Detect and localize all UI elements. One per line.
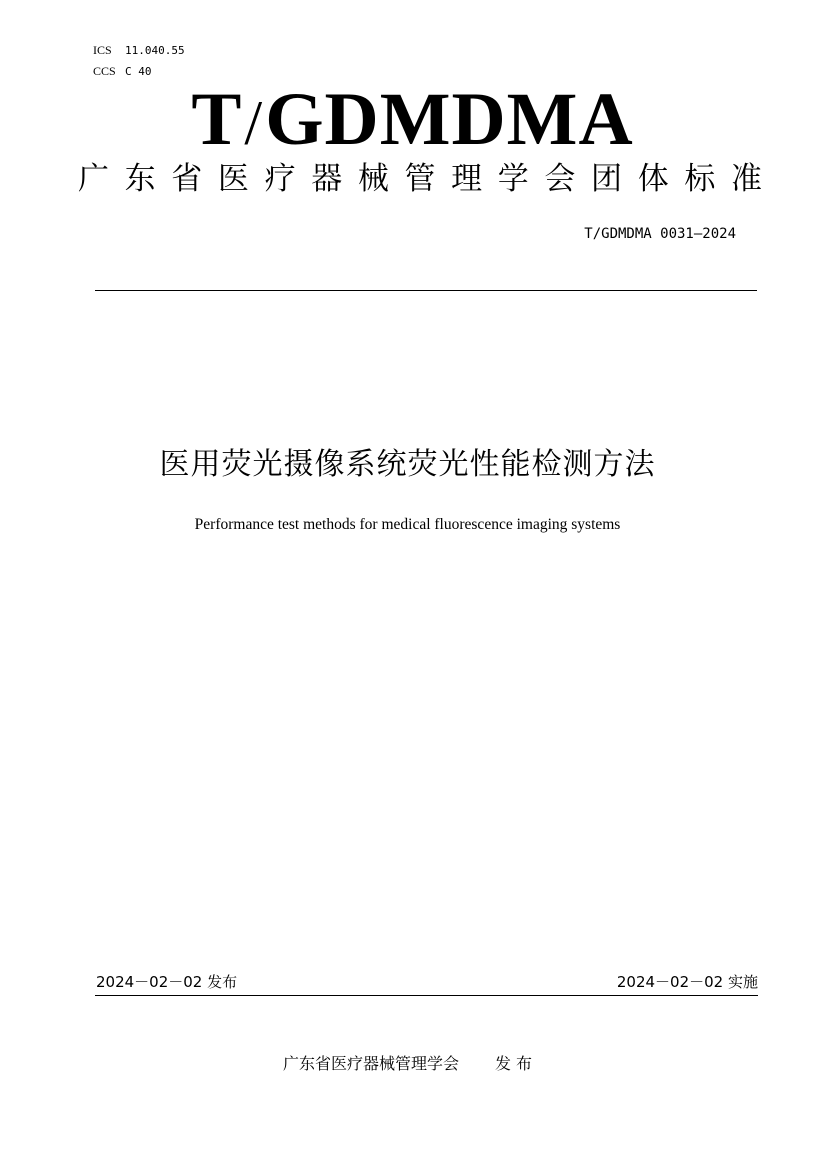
org-name-char: 学 — [497, 161, 529, 197]
org-name-char: 省 — [171, 161, 203, 197]
document-title-chinese: 医用荧光摄像系统荧光性能检测方法 — [159, 447, 656, 482]
org-name-char: 广 — [78, 161, 109, 197]
org-name-char: 管 — [404, 161, 436, 197]
footer-divider — [95, 995, 758, 996]
ics-value: 11.040.55 — [125, 44, 185, 57]
org-name-char: 标 — [684, 161, 716, 197]
ccs-label: CCS — [93, 64, 116, 78]
org-name-char: 理 — [451, 161, 483, 197]
org-code-prefix: T — [191, 78, 243, 161]
ics-label: ICS — [93, 43, 112, 57]
org-name-char: 医 — [217, 161, 249, 197]
publisher-name: 广东省医疗器械管理学会 — [282, 1054, 459, 1073]
standard-number: T/GDMDMA 0031—2024 — [584, 226, 736, 242]
ics-line — [93, 40, 185, 61]
publisher-line — [40, 1053, 775, 1075]
org-name-char: 会 — [544, 161, 576, 197]
org-name-char: 器 — [311, 161, 343, 197]
org-name-char: 疗 — [264, 161, 296, 197]
header-divider — [95, 290, 757, 291]
implementation-date: 2024－02－02 实施 — [616, 973, 758, 991]
org-name-char: 东 — [124, 161, 156, 197]
org-code-slash: / — [244, 87, 264, 158]
org-name-char: 体 — [637, 161, 669, 197]
org-code-main: GDMDMA — [265, 78, 634, 161]
document-title-english: Performance test methods for medical fluorescence imaging systems — [194, 516, 621, 533]
publisher-action: 发 布 — [494, 1054, 533, 1073]
org-name-char: 械 — [357, 161, 389, 197]
organization-full-name — [78, 158, 762, 200]
organization-code — [60, 78, 765, 165]
org-name-char: 团 — [591, 161, 623, 197]
release-date: 2024－02－02 发布 — [96, 973, 238, 991]
classification-block — [93, 40, 185, 82]
ccs-value: C 40 — [125, 65, 152, 78]
org-name-char: 准 — [730, 161, 762, 197]
